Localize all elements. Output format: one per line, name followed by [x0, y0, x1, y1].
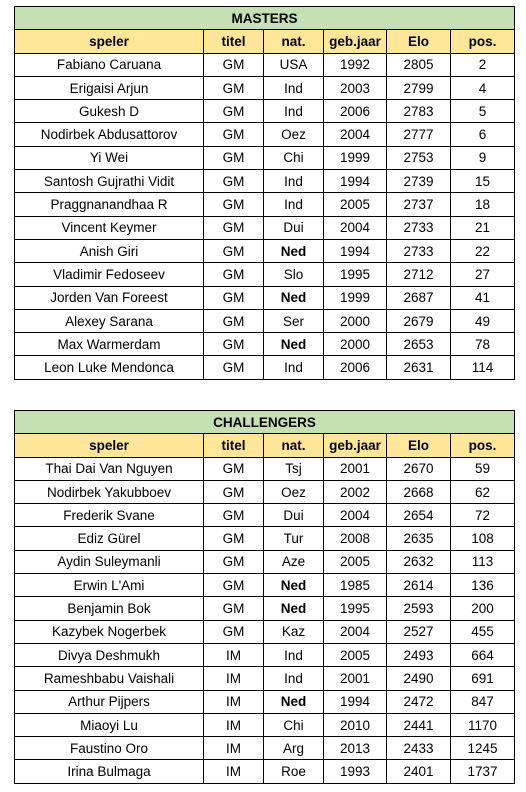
- cell-nat: Chi: [264, 146, 324, 169]
- cell-nat: Ind: [264, 76, 324, 99]
- cell-pos: 78: [451, 333, 515, 356]
- table-row: [15, 170, 515, 193]
- table-row: [15, 713, 515, 736]
- masters-title: MASTERS: [15, 7, 515, 30]
- table-row: [15, 550, 515, 573]
- cell-pos: 5: [451, 100, 515, 123]
- cell-titel: GM: [204, 597, 264, 620]
- cell-elo: 2799: [387, 76, 451, 99]
- table-row: [15, 690, 515, 713]
- cell-titel: GM: [204, 170, 264, 193]
- cell-titel: GM: [204, 527, 264, 550]
- cell-speler: Rameshbabu Vaishali: [15, 667, 204, 690]
- cell-pos: 15: [451, 170, 515, 193]
- table-row: [15, 504, 515, 527]
- cell-elo: 2632: [387, 550, 451, 573]
- cell-nat: Ind: [264, 667, 324, 690]
- cell-elo: 2805: [387, 53, 451, 76]
- cell-elo: 2401: [387, 760, 451, 783]
- cell-pos: 2: [451, 53, 515, 76]
- cell-titel: IM: [204, 737, 264, 760]
- cell-gebjaar: 2005: [324, 550, 387, 573]
- cell-elo: 2733: [387, 216, 451, 239]
- cell-nat: Dui: [264, 504, 324, 527]
- table-row: [15, 286, 515, 309]
- cell-gebjaar: 2001: [324, 457, 387, 480]
- cell-speler: Irina Bulmaga: [15, 760, 204, 783]
- cell-gebjaar: 2002: [324, 480, 387, 503]
- cell-elo: 2712: [387, 263, 451, 286]
- cell-nat: Roe: [264, 760, 324, 783]
- column-header-speler: speler: [15, 30, 204, 53]
- table-row: [15, 333, 515, 356]
- cell-nat: Aze: [264, 550, 324, 573]
- masters-table: [14, 6, 515, 380]
- cell-speler: Santosh Gujrathi Vidit: [15, 170, 204, 193]
- table-row: [15, 620, 515, 643]
- cell-pos: 41: [451, 286, 515, 309]
- cell-speler: Divya Deshmukh: [15, 643, 204, 666]
- cell-gebjaar: 1985: [324, 574, 387, 597]
- cell-speler: Gukesh D: [15, 100, 204, 123]
- cell-speler: Ediz Gürel: [15, 527, 204, 550]
- masters-body: [15, 53, 515, 379]
- cell-pos: 1737: [451, 760, 515, 783]
- cell-speler: Miaoyi Lu: [15, 713, 204, 736]
- cell-elo: 2593: [387, 597, 451, 620]
- cell-gebjaar: 1994: [324, 170, 387, 193]
- cell-nat: Ind: [264, 193, 324, 216]
- cell-elo: 2653: [387, 333, 451, 356]
- challengers-body: [15, 457, 515, 783]
- cell-elo: 2433: [387, 737, 451, 760]
- cell-elo: 2654: [387, 504, 451, 527]
- column-header-pos: pos.: [451, 30, 515, 53]
- cell-elo: 2777: [387, 123, 451, 146]
- cell-pos: 62: [451, 480, 515, 503]
- cell-elo: 2635: [387, 527, 451, 550]
- column-header-gebjaar: geb.jaar: [324, 30, 387, 53]
- cell-speler: Vincent Keymer: [15, 216, 204, 239]
- cell-titel: GM: [204, 216, 264, 239]
- cell-elo: 2614: [387, 574, 451, 597]
- cell-pos: 664: [451, 643, 515, 666]
- cell-elo: 2631: [387, 356, 451, 379]
- cell-pos: 847: [451, 690, 515, 713]
- cell-speler: Faustino Oro: [15, 737, 204, 760]
- table-row: [15, 53, 515, 76]
- cell-nat: Ned: [264, 597, 324, 620]
- cell-speler: Jorden Van Foreest: [15, 286, 204, 309]
- cell-speler: Nodirbek Yakubboev: [15, 480, 204, 503]
- table-row: [15, 263, 515, 286]
- cell-elo: 2668: [387, 480, 451, 503]
- cell-nat: Dui: [264, 216, 324, 239]
- masters-header-row: [15, 30, 515, 53]
- cell-speler: Nodirbek Abdusattorov: [15, 123, 204, 146]
- cell-nat: Ned: [264, 690, 324, 713]
- cell-speler: Leon Luke Mendonca: [15, 356, 204, 379]
- cell-gebjaar: 2005: [324, 643, 387, 666]
- cell-speler: Vladimir Fedoseev: [15, 263, 204, 286]
- cell-gebjaar: 1995: [324, 597, 387, 620]
- challengers-title: CHALLENGERS: [15, 411, 515, 434]
- cell-nat: Oez: [264, 123, 324, 146]
- cell-nat: Ned: [264, 574, 324, 597]
- cell-pos: 9: [451, 146, 515, 169]
- cell-pos: 59: [451, 457, 515, 480]
- cell-nat: Ind: [264, 100, 324, 123]
- cell-elo: 2739: [387, 170, 451, 193]
- table-row: [15, 597, 515, 620]
- cell-pos: 6: [451, 123, 515, 146]
- cell-titel: GM: [204, 574, 264, 597]
- cell-titel: GM: [204, 480, 264, 503]
- cell-speler: Arthur Pijpers: [15, 690, 204, 713]
- cell-elo: 2670: [387, 457, 451, 480]
- cell-titel: IM: [204, 713, 264, 736]
- cell-gebjaar: 2001: [324, 667, 387, 690]
- cell-titel: IM: [204, 643, 264, 666]
- cell-elo: 2783: [387, 100, 451, 123]
- cell-titel: GM: [204, 620, 264, 643]
- table-row: [15, 643, 515, 666]
- table-row: [15, 457, 515, 480]
- cell-nat: Ned: [264, 333, 324, 356]
- cell-speler: Anish Giri: [15, 239, 204, 262]
- cell-gebjaar: 2004: [324, 620, 387, 643]
- cell-speler: Erwin L'Ami: [15, 574, 204, 597]
- column-header-titel: titel: [204, 30, 264, 53]
- cell-gebjaar: 1999: [324, 286, 387, 309]
- cell-pos: 455: [451, 620, 515, 643]
- cell-gebjaar: 2003: [324, 76, 387, 99]
- cell-speler: Thai Dai Van Nguyen: [15, 457, 204, 480]
- cell-pos: 136: [451, 574, 515, 597]
- cell-speler: Yi Wei: [15, 146, 204, 169]
- table-row: [15, 527, 515, 550]
- table-row: [15, 667, 515, 690]
- cell-pos: 200: [451, 597, 515, 620]
- cell-elo: 2737: [387, 193, 451, 216]
- cell-gebjaar: 2000: [324, 333, 387, 356]
- cell-elo: 2753: [387, 146, 451, 169]
- masters-title-row: [15, 7, 515, 30]
- column-header-pos: pos.: [451, 434, 515, 457]
- cell-titel: GM: [204, 457, 264, 480]
- cell-pos: 1245: [451, 737, 515, 760]
- cell-elo: 2472: [387, 690, 451, 713]
- cell-gebjaar: 2004: [324, 504, 387, 527]
- cell-pos: 114: [451, 356, 515, 379]
- cell-speler: Alexey Sarana: [15, 309, 204, 332]
- cell-gebjaar: 2000: [324, 309, 387, 332]
- table-row: [15, 737, 515, 760]
- cell-gebjaar: 1992: [324, 53, 387, 76]
- cell-nat: Tsj: [264, 457, 324, 480]
- cell-elo: 2441: [387, 713, 451, 736]
- cell-gebjaar: 1994: [324, 690, 387, 713]
- cell-nat: Ser: [264, 309, 324, 332]
- cell-elo: 2493: [387, 643, 451, 666]
- cell-titel: GM: [204, 550, 264, 573]
- cell-titel: GM: [204, 333, 264, 356]
- cell-pos: 113: [451, 550, 515, 573]
- table-row: [15, 216, 515, 239]
- cell-elo: 2490: [387, 667, 451, 690]
- cell-pos: 22: [451, 239, 515, 262]
- column-header-speler: speler: [15, 434, 204, 457]
- column-header-nat: nat.: [264, 434, 324, 457]
- cell-speler: Aydin Suleymanli: [15, 550, 204, 573]
- cell-speler: Frederik Svane: [15, 504, 204, 527]
- table-row: [15, 239, 515, 262]
- cell-gebjaar: 2008: [324, 527, 387, 550]
- table-row: [15, 760, 515, 783]
- table-row: [15, 123, 515, 146]
- cell-titel: GM: [204, 356, 264, 379]
- column-header-nat: nat.: [264, 30, 324, 53]
- cell-nat: Ned: [264, 286, 324, 309]
- cell-pos: 4: [451, 76, 515, 99]
- cell-gebjaar: 1993: [324, 760, 387, 783]
- table-row: [15, 100, 515, 123]
- table-row: [15, 356, 515, 379]
- cell-nat: Slo: [264, 263, 324, 286]
- table-row: [15, 574, 515, 597]
- cell-titel: GM: [204, 286, 264, 309]
- cell-speler: Kazybek Nogerbek: [15, 620, 204, 643]
- cell-pos: 27: [451, 263, 515, 286]
- table-row: [15, 480, 515, 503]
- cell-gebjaar: 2005: [324, 193, 387, 216]
- cell-speler: Benjamin Bok: [15, 597, 204, 620]
- cell-pos: 21: [451, 216, 515, 239]
- cell-titel: GM: [204, 76, 264, 99]
- cell-gebjaar: 1994: [324, 239, 387, 262]
- cell-speler: Fabiano Caruana: [15, 53, 204, 76]
- cell-titel: GM: [204, 263, 264, 286]
- column-header-elo: Elo: [387, 30, 451, 53]
- cell-titel: GM: [204, 123, 264, 146]
- cell-elo: 2733: [387, 239, 451, 262]
- cell-nat: Kaz: [264, 620, 324, 643]
- cell-speler: Erigaisi Arjun: [15, 76, 204, 99]
- cell-speler: Praggnanandhaa R: [15, 193, 204, 216]
- cell-pos: 108: [451, 527, 515, 550]
- challengers-table: [14, 410, 515, 784]
- cell-gebjaar: 2013: [324, 737, 387, 760]
- column-header-gebjaar: geb.jaar: [324, 434, 387, 457]
- cell-pos: 72: [451, 504, 515, 527]
- table-row: [15, 193, 515, 216]
- table-row: [15, 309, 515, 332]
- cell-titel: GM: [204, 309, 264, 332]
- cell-pos: 49: [451, 309, 515, 332]
- cell-titel: IM: [204, 690, 264, 713]
- cell-nat: Ind: [264, 356, 324, 379]
- cell-gebjaar: 1995: [324, 263, 387, 286]
- cell-elo: 2687: [387, 286, 451, 309]
- cell-titel: GM: [204, 239, 264, 262]
- cell-pos: 1170: [451, 713, 515, 736]
- cell-titel: GM: [204, 146, 264, 169]
- cell-gebjaar: 2004: [324, 216, 387, 239]
- table-row: [15, 146, 515, 169]
- cell-titel: GM: [204, 504, 264, 527]
- cell-nat: Ind: [264, 170, 324, 193]
- cell-nat: USA: [264, 53, 324, 76]
- cell-titel: GM: [204, 193, 264, 216]
- challengers-header-row: [15, 434, 515, 457]
- cell-pos: 691: [451, 667, 515, 690]
- cell-elo: 2527: [387, 620, 451, 643]
- column-header-titel: titel: [204, 434, 264, 457]
- cell-speler: Max Warmerdam: [15, 333, 204, 356]
- cell-gebjaar: 2010: [324, 713, 387, 736]
- cell-titel: IM: [204, 760, 264, 783]
- table-row: [15, 76, 515, 99]
- cell-nat: Arg: [264, 737, 324, 760]
- cell-titel: GM: [204, 100, 264, 123]
- cell-nat: Oez: [264, 480, 324, 503]
- cell-nat: Tur: [264, 527, 324, 550]
- cell-nat: Ned: [264, 239, 324, 262]
- cell-gebjaar: 2004: [324, 123, 387, 146]
- cell-gebjaar: 2006: [324, 100, 387, 123]
- cell-nat: Chi: [264, 713, 324, 736]
- cell-nat: Ind: [264, 643, 324, 666]
- challengers-title-row: [15, 411, 515, 434]
- column-header-elo: Elo: [387, 434, 451, 457]
- cell-pos: 18: [451, 193, 515, 216]
- cell-gebjaar: 1999: [324, 146, 387, 169]
- cell-titel: IM: [204, 667, 264, 690]
- cell-titel: GM: [204, 53, 264, 76]
- cell-elo: 2679: [387, 309, 451, 332]
- cell-gebjaar: 2006: [324, 356, 387, 379]
